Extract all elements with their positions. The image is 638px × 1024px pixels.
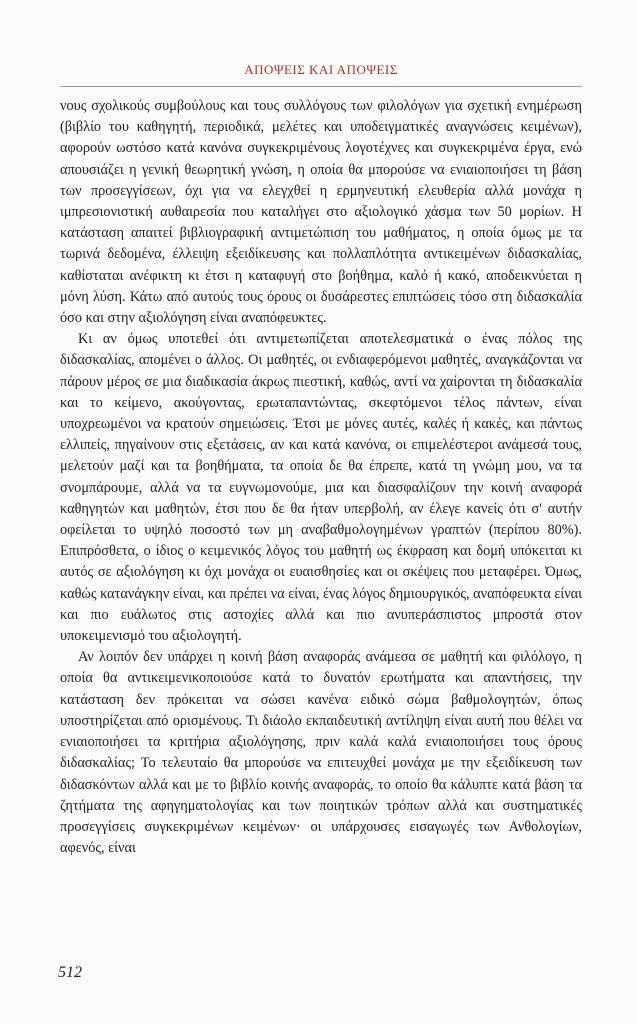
paragraph-2: Κι αν όμως υποτεθεί ότι αντιμετωπίζεται αποτελεσματικά ο ένας πόλος της διδασκαλίας, απομένει ο άλλος. Οι μαθητές, οι ενδιαφερόμενοι μαθητές, αναγκάζονται να πάρουν μέρος σε μια διαδικασία άκρως πιεστική, καθώς, αντί να χαίρονται τη διδασκαλία και το κείμενο, ακούγοντας, ερωταπαντώντας, σκεφτόμενοι τέλος πάντων, είναι υποχρεωμένοι να κρατούν σημειώσεις. Έτσι με μόνες αυτές, καλές ή κακές, και πάντως ελλιπείς, πηγαίνουν στις εξετάσεις, αν και κατά κανόνα, οι επιμελέστεροι ανάμεσά τους, μελετούν μαζί και τα βοηθήματα, τα οποία δε θα έπρεπε, κατά τη γνώμη μου, να τα σνομπάρουμε, αλλά να τα ευγνωμονούμε, μια και διασφαλίζουν την κοινή αναφορά καθηγητών και μαθητών, έτσι που δε θα ήταν υπερβολή, αν έλεγε κανείς ότι σ' αυτήν οφείλεται το υψηλό ποσοστό των μη αναβαθμολογημένων γραπτών (περίπου 80%). Επιπρόσθετα, ο ίδιος ο κειμενικός λόγος του μαθητή ως έκφραση και δομή υπόκειται κι αυτός σε αξιολόγηση κι όχι μονάχα οι ευαισθησίες και οι σκέψεις που μεταφέρει. Όμως, καθώς κατανάγκην είναι, και πρέπει να είναι, ένας λόγος δημιουργικός, αναπόφευκτα είναι και πιο ευάλωτος στις αστοχίες αλλά και πιο ανυπεράσπιστος μπροστά στον υποκειμενισμό του αξιολογητή. xyxy=(60,331,582,645)
header-divider-rule xyxy=(60,86,582,87)
running-header-title: ΑΠΟΨΕΙΣ ΚΑΙ ΑΠΟΨΕΙΣ xyxy=(244,62,398,77)
page-number: 512 xyxy=(58,964,82,981)
paragraph-1: νους σχολικούς συμβούλους και τους συλλόγους των φιλολόγων για σχετική ενημέρωση (βιβλίο του καθηγητή, περιοδικά, μελέτες και υποδειγματικές αναγνώσεις κειμένων), αφορούν ωστόσο κατά κανόνα συγκεκριμένους λογοτέχνες και συγκεκριμένα έργα, ενώ απουσιάζει η γενική θεωρητική γνώση, η οποία θα μπορούσε να ενιαιοποιήσει τη βάση των προσεγγίσεων, όχι για να ελεγχθεί η ερμηνευτική ελευθερία αλλά μονάχα η ιμπρεσιονιστική αυθαιρεσία που καταλήγει στο αξιολογικό χάσμα των 50 μορίων. Η κατάσταση απαιτεί βιβλιογραφική αντιμετώπιση του μαθήματος, η οποία όμως με τα τωρινά δεδομένα, έλλειψη εξειδίκευσης και πολλαπλότητα αντικειμένων διδασκαλίας, καθίσταται ανέφικτη κι έτσι η καταφυγή στο βοήθημα, καλό ή κακό, αποδεικνύεται η μόνη λύση. Κάτω από αυτούς τους όρους οι δυσάρεστες επιπτώσεις τόσο στη διδασκαλία όσο και στην αξιολόγηση είναι αναπόφευκτες. xyxy=(60,98,582,327)
body-text xyxy=(60,96,582,859)
paragraph-3: Αν λοιπόν δεν υπάρχει η κοινή βάση αναφοράς ανάμεσα σε μαθητή και φιλόλογο, η οποία θα αντικειμενικοποιούσε κατά το δυνατόν ερωτήματα και απαντήσεις, την κατάσταση δεν πρόκειται να σώσει κανένα ειδικό σώμα βαθμολογητών, όπως υποστηρίζεται από ορισμένους. Τι διάολο εκπαιδευτική αντίληψη είναι αυτή που θέλει να ενιαιοποιήσει τα κριτήρια αξιολόγησης, πριν καλά καλά ενιαιοποιήσει τους όρους διδασκαλίας; Το τελευταίο θα μπορούσε να επιτευχθεί μονάχα με την εξειδίκευση των διδασκόντων αλλά και με το βιβλίο κοινής αναφοράς, το οποίο θα κάλυπτε κατά βάση τα ζητήματα της αφηγηματολογίας και των ποιητικών τρόπων αλλά και συστηματικές προσεγγίσεις συγκεκριμένων κειμένων· οι υπάρχουσες εισαγωγές των Ανθολογίων, αφενός, είναι xyxy=(60,649,582,857)
